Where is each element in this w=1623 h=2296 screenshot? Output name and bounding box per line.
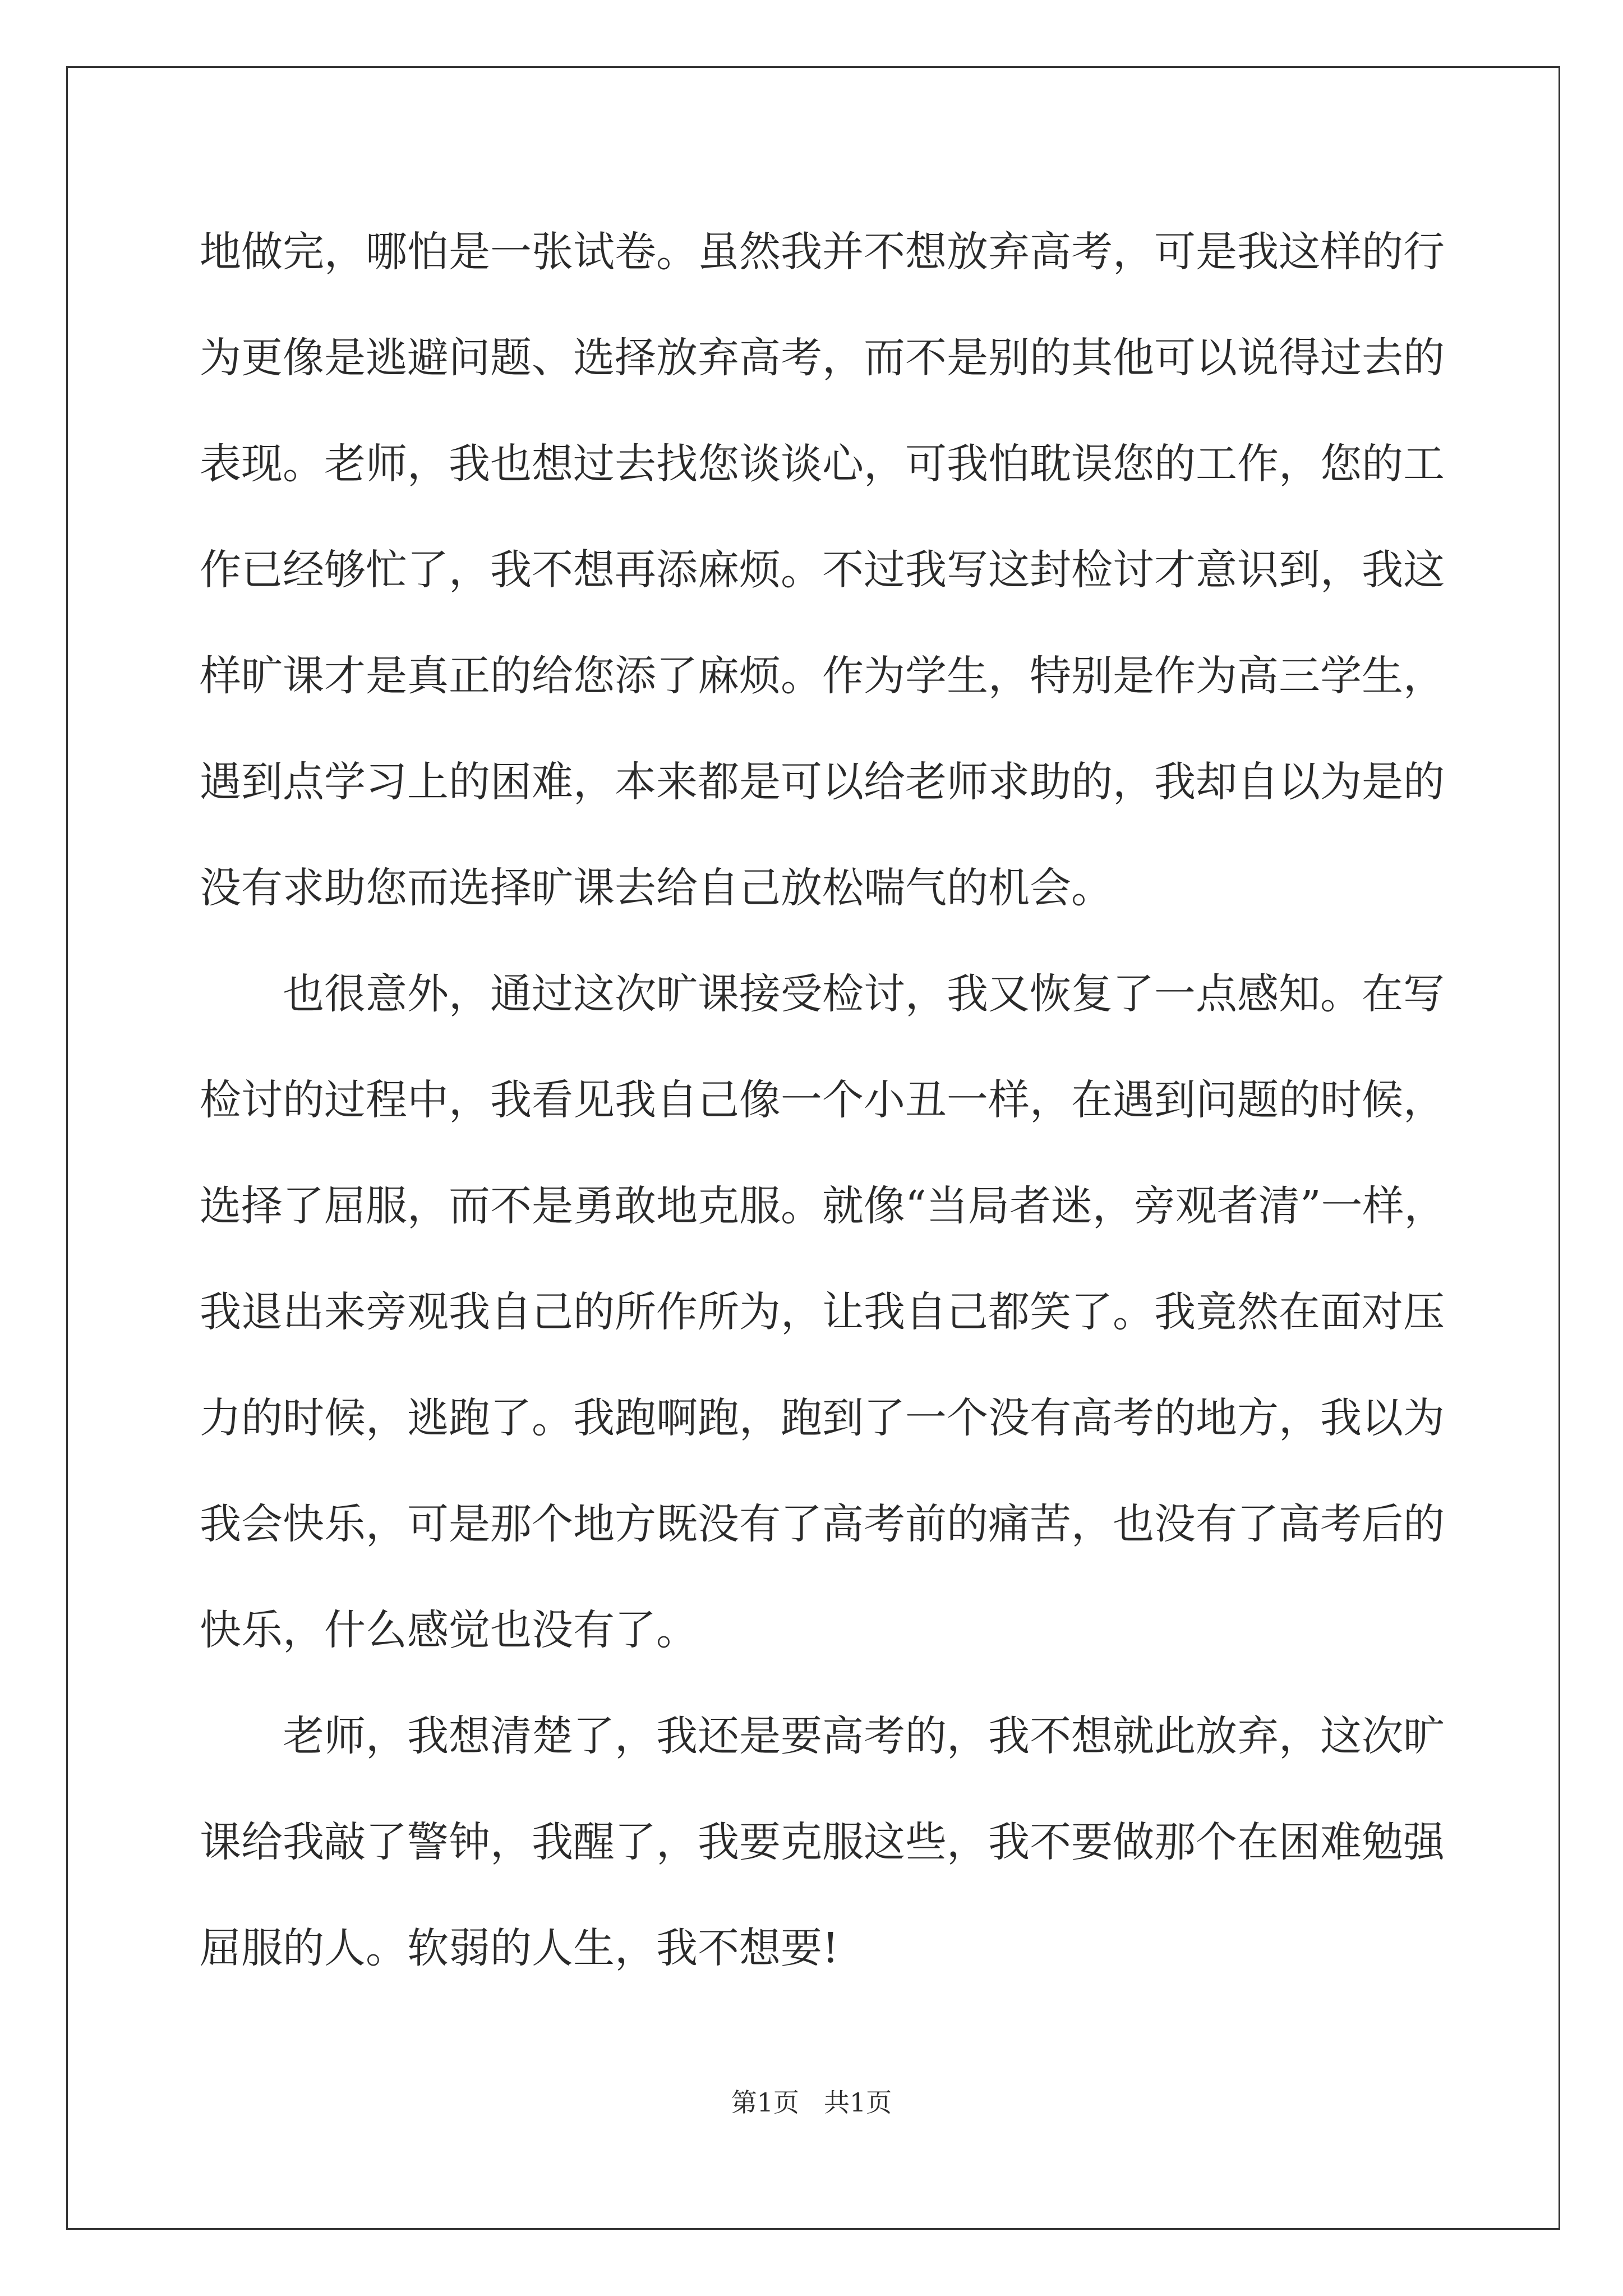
- text-line: 遇到点学习上的困难，本来都是可以给老师求助的，我却自以为是的: [200, 758, 1445, 806]
- page-border: [66, 66, 1560, 2230]
- text-line: 作已经够忙了，我不想再添麻烦。不过我写这封检讨才意识到，我这: [200, 546, 1445, 594]
- text-line: 快乐，什么感觉也没有了。: [200, 1606, 698, 1654]
- text-line: 力的时候，逃跑了。我跑啊跑，跑到了一个没有高考的地方，我以为: [200, 1394, 1445, 1442]
- text-line: 为更像是逃避问题、选择放弃高考，而不是别的其他可以说得过去的: [200, 334, 1445, 382]
- text-line: 检讨的过程中，我看见我自己像一个小丑一样，在遇到问题的时候，: [200, 1076, 1445, 1124]
- text-line: 屈服的人。软弱的人生，我不想要!: [200, 1924, 839, 1972]
- page-footer: [0, 2082, 1623, 2119]
- text-line: 样旷课才是真正的给您添了麻烦。作为学生，特别是作为高三学生，: [200, 652, 1445, 700]
- text-line: 老师，我想清楚了，我还是要高考的，我不想就此放弃，这次旷: [200, 1712, 1445, 1760]
- text-line: 我退出来旁观我自己的所作所为，让我自己都笑了。我竟然在面对压: [200, 1288, 1445, 1336]
- text-line: 没有求助您而选择旷课去给自己放松喘气的机会。: [200, 864, 1113, 912]
- page-total: 共1页: [824, 2087, 892, 2118]
- text-line: 表现。老师，我也想过去找您谈谈心，可我怕耽误您的工作，您的工: [200, 440, 1445, 488]
- text-line: 也很意外，通过这次旷课接受检讨，我又恢复了一点感知。在写: [200, 970, 1445, 1018]
- text-line: 选择了屈服，而不是勇敢地克服。就像“当局者迷，旁观者清”一样，: [200, 1182, 1446, 1230]
- text-line: 地做完，哪怕是一张试卷。虽然我并不想放弃高考，可是我这样的行: [200, 228, 1445, 276]
- text-line: 我会快乐，可是那个地方既没有了高考前的痛苦，也没有了高考后的: [200, 1500, 1445, 1548]
- text-line: 课给我敲了警钟，我醒了，我要克服这些，我不要做那个在困难勉强: [200, 1818, 1445, 1866]
- page-number: 第1页: [731, 2087, 799, 2118]
